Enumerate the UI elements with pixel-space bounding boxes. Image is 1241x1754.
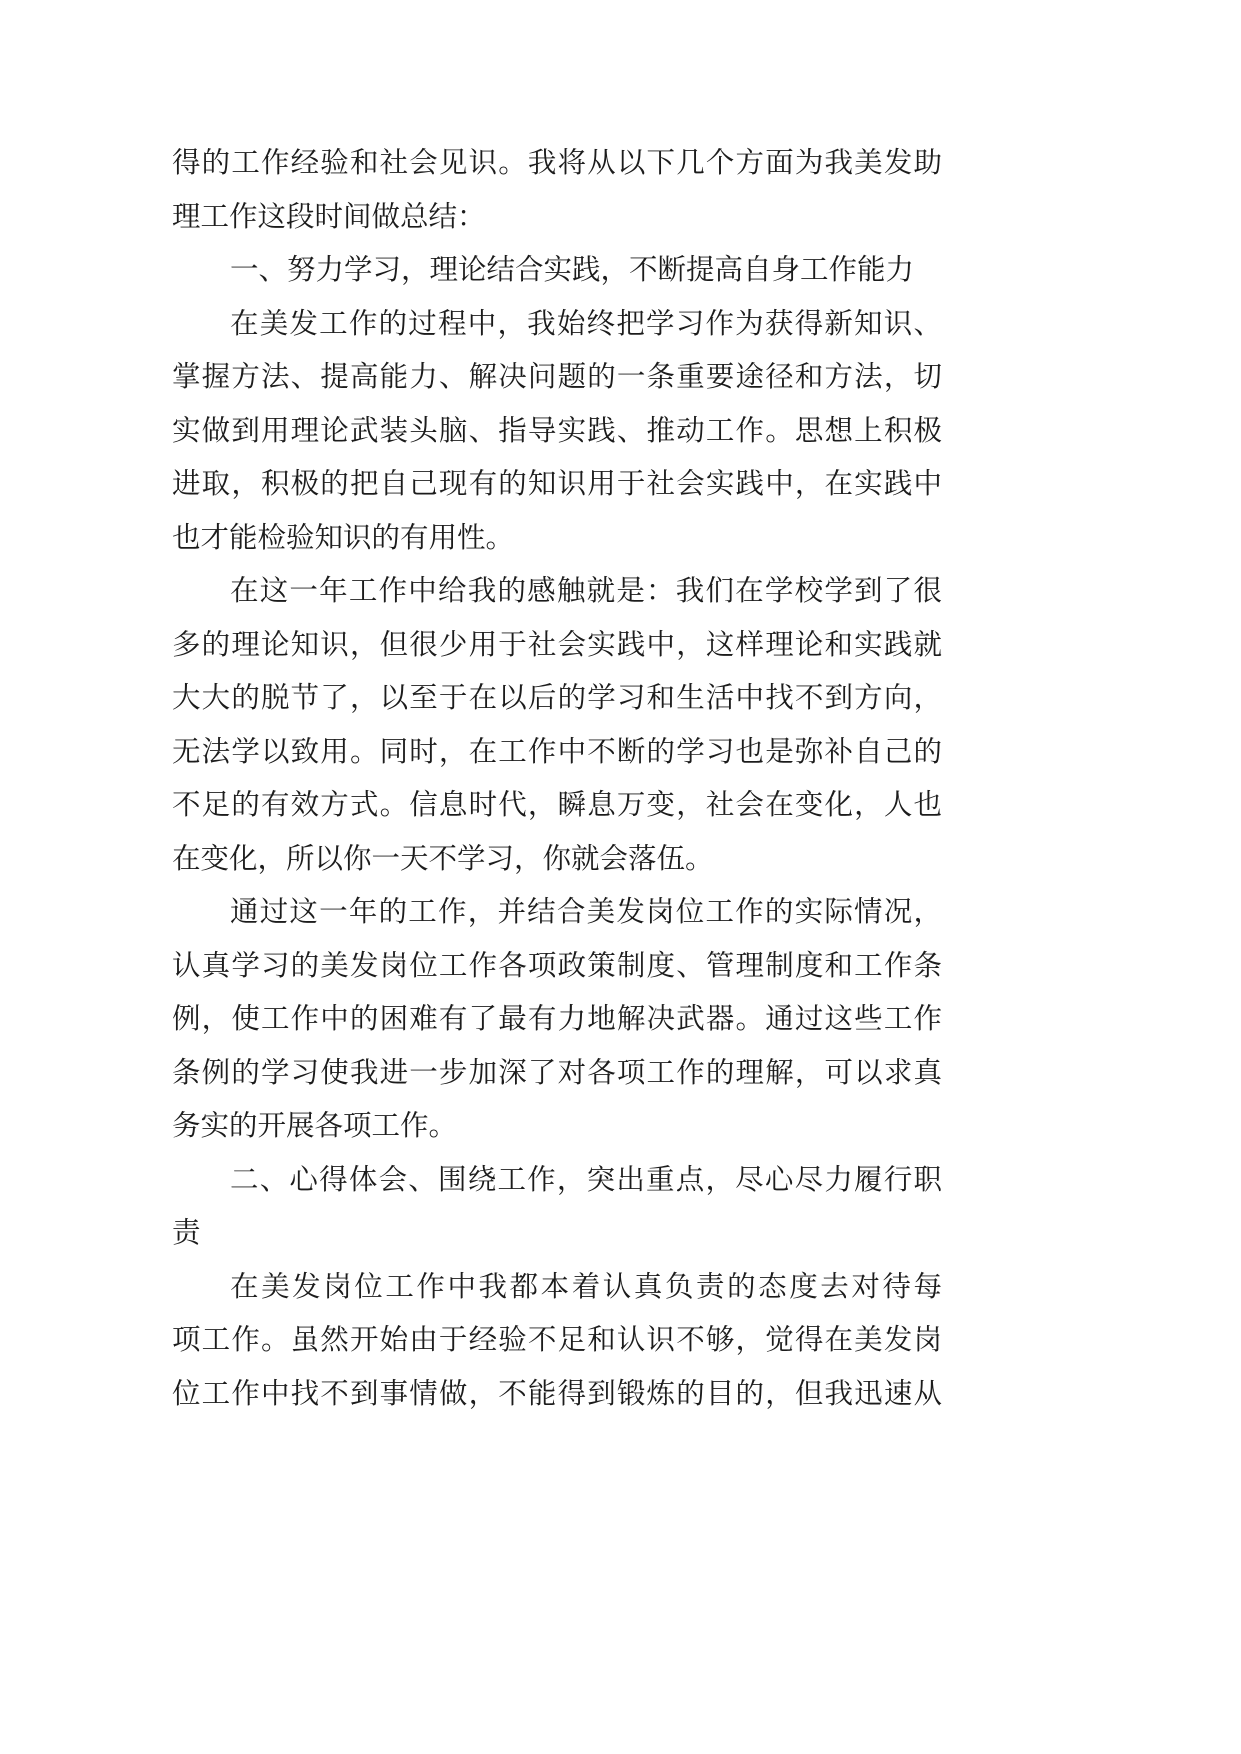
text-line: 不足的有效方式。信息时代，瞬息万变，社会在变化，人也 [172,788,942,821]
text-line: 掌握方法、提高能力、解决问题的一条重要途径和方法，切 [172,360,942,393]
text-line: 实做到用理论武装头脑、指导实践、推动工作。思想上积极 [172,413,942,447]
paragraph [172,1260,942,1421]
section-heading [172,1153,942,1260]
text-line: 在这一年工作中给我的感触就是：我们在学校学到了很 [230,574,942,607]
text-line: 多的理论知识，但很少用于社会实践中，这样理论和实践就 [172,627,942,661]
text-line: 二、心得体会、围绕工作，突出重点，尽心尽力履行职 [230,1162,942,1196]
text-line: 项工作。虽然开始由于经验不足和认识不够，觉得在美发岗 [172,1323,942,1356]
paragraph [172,885,942,1153]
text-line: 在变化，所以你一天不学习，你就会落伍。 [172,841,714,875]
text-line: 也才能检验知识的有用性。 [172,520,515,554]
text-line: 条例的学习使我进一步加深了对各项工作的理解，可以求真 [172,1055,942,1089]
text-line: 例，使工作中的困难有了最有力地解决武器。通过这些工作 [172,1002,942,1035]
text-line: 理工作这段时间做总结： [172,199,486,233]
text-line: 进取，积极的把自己现有的知识用于社会实践中，在实践中 [172,467,942,500]
paragraph [172,136,942,243]
text-line: 无法学以致用。同时，在工作中不断的学习也是弥补自己的 [172,734,942,768]
text-line: 位工作中找不到事情做，不能得到锻炼的目的，但我迅速从 [172,1376,942,1410]
text-line: 在美发岗位工作中我都本着认真负责的态度去对待每 [230,1269,942,1303]
text-line: 务实的开展各项工作。 [172,1109,458,1142]
section-heading [172,243,942,297]
text-line: 得的工作经验和社会见识。我将从以下几个方面为我美发助 [172,146,942,179]
text-line: 责 [172,1216,201,1249]
document-body [172,136,942,1420]
text-line: 大大的脱节了，以至于在以后的学习和生活中找不到方向， [172,681,942,714]
paragraph [172,564,942,885]
paragraph [172,297,942,565]
text-line: 在美发工作的过程中，我始终把学习作为获得新知识、 [230,306,942,340]
text-line: 认真学习的美发岗位工作各项政策制度、管理制度和工作条 [172,948,942,982]
text-line: 通过这一年的工作，并结合美发岗位工作的实际情况， [230,895,942,928]
text-line: 一、努力学习，理论结合实践，不断提高自身工作能力 [230,253,915,286]
